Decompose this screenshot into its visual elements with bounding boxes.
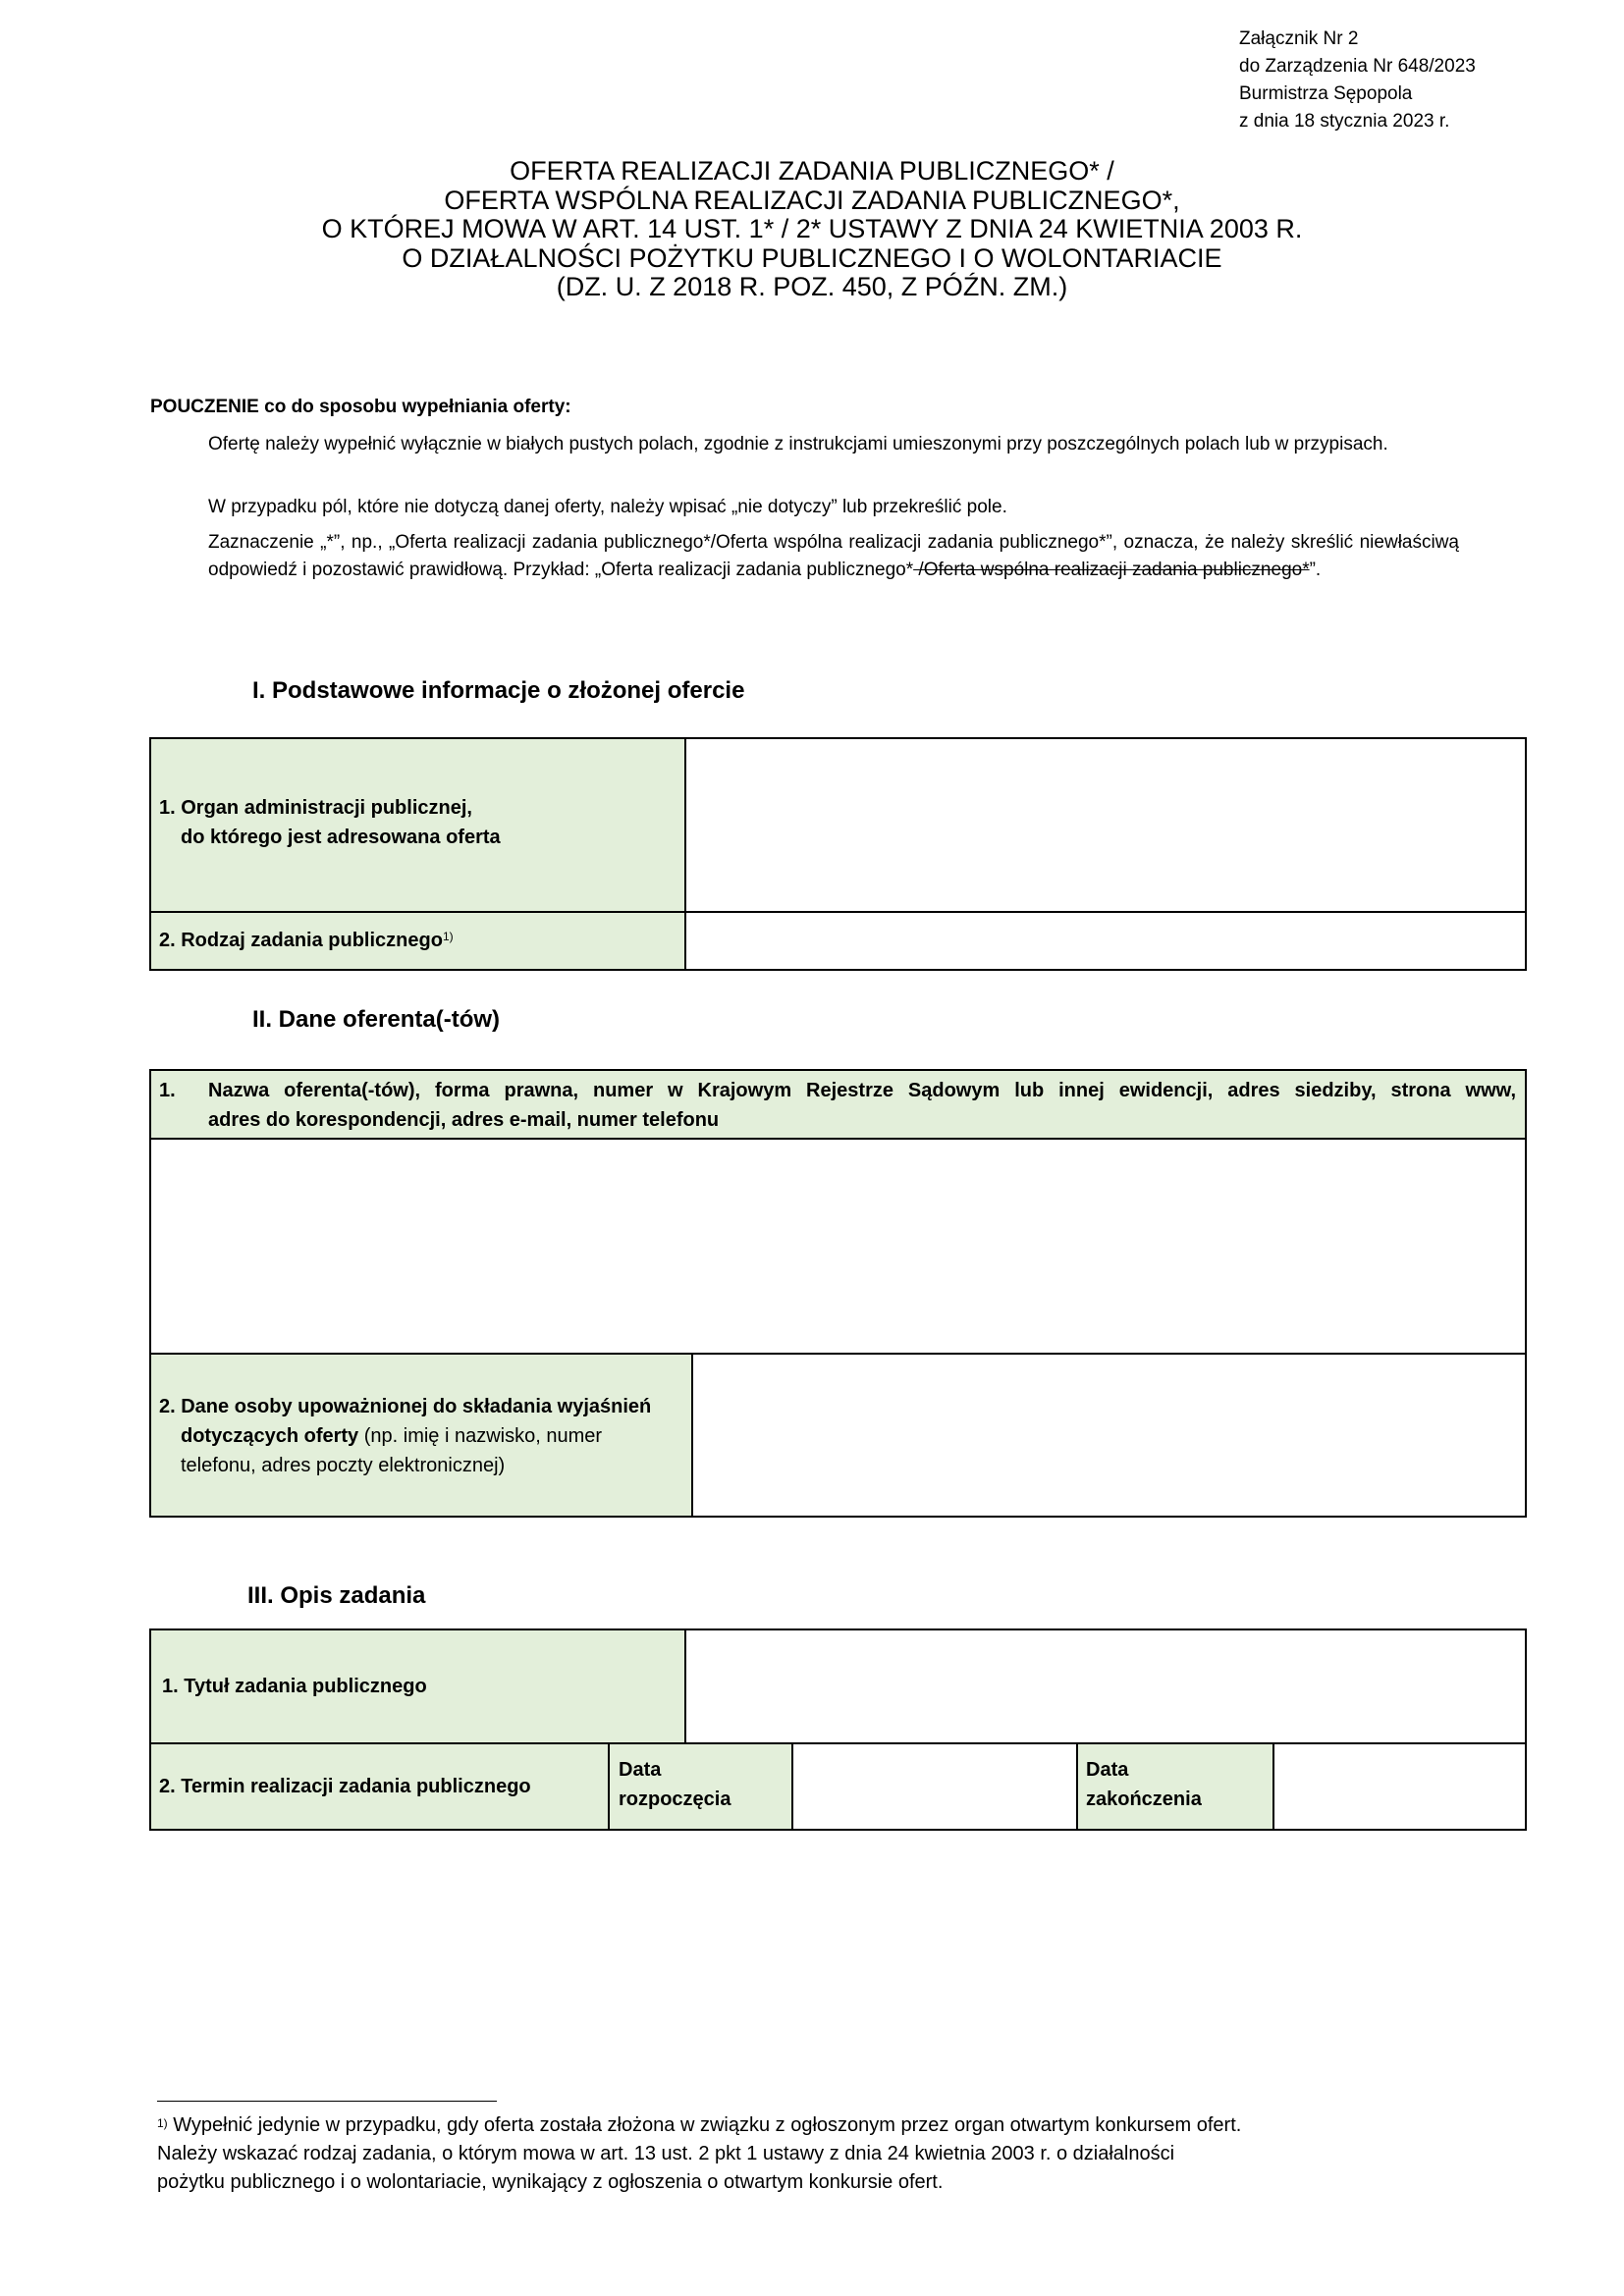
section-heading: I. Podstawowe informacje o złożonej ofercie — [252, 677, 745, 704]
title-line: O KTÓREJ MOWA W ART. 14 UST. 1* / 2* USTAWY Z DNIA 24 KWIETNIA 2003 R. — [321, 214, 1303, 244]
task-type-input-field[interactable] — [685, 912, 1525, 970]
title-line: OFERTA REALIZACJI ZADANIA PUBLICZNEGO* / — [510, 156, 1114, 186]
annex-line: z dnia 18 stycznia 2023 r. — [1239, 111, 1450, 132]
instruction-paragraph: W przypadku pól, które nie dotyczą danej oferty, należy wpisać „nie dotyczy” lub przekreślić pole. — [208, 497, 1007, 517]
annex-line: Burmistrza Sępopola — [1239, 83, 1413, 104]
task-title-input-field[interactable] — [685, 1629, 1525, 1743]
end-date-input-field[interactable] — [1273, 1743, 1525, 1830]
organ-label: 1. Organ administracji publicznej, — [159, 797, 472, 819]
organ-label: do którego jest adresowana oferta — [181, 827, 501, 848]
footnote-marker: 1) — [442, 930, 454, 943]
annex-line: do Zarządzenia Nr 648/2023 — [1239, 56, 1476, 77]
title-line: (DZ. U. Z 2018 R. POZ. 450, Z PÓŹN. ZM.) — [556, 272, 1068, 302]
annex-header — [1239, 26, 1476, 135]
authorized-person-label: 2. Dane osoby upoważnionej do składania wyjaśnień — [159, 1396, 652, 1417]
footnote-text: Należy wskazać rodzaj zadania, o którym mowa w art. 13 ust. 2 pkt 1 ustawy z dnia 24 kwietnia 2003 r. o działalności — [157, 2143, 1175, 2164]
section-heading: III. Opis zadania — [247, 1582, 426, 1609]
organ-input-field[interactable] — [685, 738, 1525, 912]
annex-line: Załącznik Nr 2 — [1239, 28, 1359, 49]
start-date-label: rozpoczęcia — [619, 1789, 731, 1810]
task-type-label — [159, 926, 454, 955]
footnote-marker: 1) — [157, 2116, 168, 2130]
footnote — [157, 2111, 1241, 2197]
strikethrough-example: /Oferta wspólna realizacji zadania publicznego* — [913, 560, 1310, 580]
title-line: O DZIAŁALNOŚCI POŻYTKU PUBLICZNEGO I O WOLONTARIACIE — [402, 242, 1222, 273]
document-title — [147, 157, 1477, 302]
authorized-person-label-note: telefonu, adres poczty elektronicznej) — [181, 1455, 506, 1476]
end-date-label: zakończenia — [1086, 1789, 1202, 1810]
task-type-label-text: 2. Rodzaj zadania publicznego — [159, 930, 443, 951]
task-period-label: 2. Termin realizacji zadania publicznego — [159, 1776, 531, 1797]
section-heading: II. Dane oferenta(-tów) — [252, 1006, 501, 1033]
instruction-paragraph — [208, 529, 1459, 584]
instruction-text: ”. — [1309, 560, 1322, 580]
authorized-person-label-note: (np. imię i nazwisko, numer — [358, 1425, 603, 1447]
title-line: OFERTA WSPÓLNA REALIZACJI ZADANIA PUBLICZNEGO*, — [444, 185, 1180, 215]
instruction-text: Zaznaczenie „*”, np., „Oferta realizacji zadania publicznego*/Oferta wspólna realizacji zadania publicznego*”, oznacza, że należy skreślić niewłaściwą odpowiedź i pozostawić prawidłową. Przykład: „Oferta realizacji zadania publicznego* — [208, 532, 1459, 580]
authorized-person-label — [181, 1421, 602, 1451]
start-date-input-field[interactable] — [792, 1743, 1077, 1830]
footnote-separator — [157, 2101, 497, 2102]
authorized-person-label-bold: dotyczących oferty — [181, 1425, 359, 1447]
authorized-person-input-field[interactable] — [692, 1354, 1525, 1517]
instructions-heading: POUCZENIE co do sposobu wypełniania oferty: — [150, 397, 571, 417]
offeror-number: 1. — [159, 1080, 176, 1101]
offeror-label: Nazwa oferenta(-tów), forma prawna, numer w Krajowym Rejestrze Sądowym lub innej ewidencji, adres siedziby, strona www, — [208, 1080, 1516, 1101]
offeror-name-input-field[interactable] — [150, 1139, 1525, 1354]
end-date-label: Data — [1086, 1759, 1129, 1781]
footnote-text: pożytku publicznego i o wolontariacie, wynikający z ogłoszenia o otwartym konkursie ofert. — [157, 2171, 944, 2193]
offeror-label: adres do korespondencji, adres e-mail, numer telefonu — [208, 1109, 720, 1131]
start-date-label: Data — [619, 1759, 662, 1781]
footnote-text: Wypełnić jedynie w przypadku, gdy oferta została złożona w związku z ogłoszonym przez organ otwartym konkursem ofert. — [167, 2114, 1242, 2136]
instruction-paragraph: Ofertę należy wypełnić wyłącznie w białych pustych polach, zgodnie z instrukcjami umieszonymi przy poszczególnych polach lub w przypisach. — [208, 434, 1388, 454]
task-title-label: 1. Tytuł zadania publicznego — [162, 1676, 427, 1697]
